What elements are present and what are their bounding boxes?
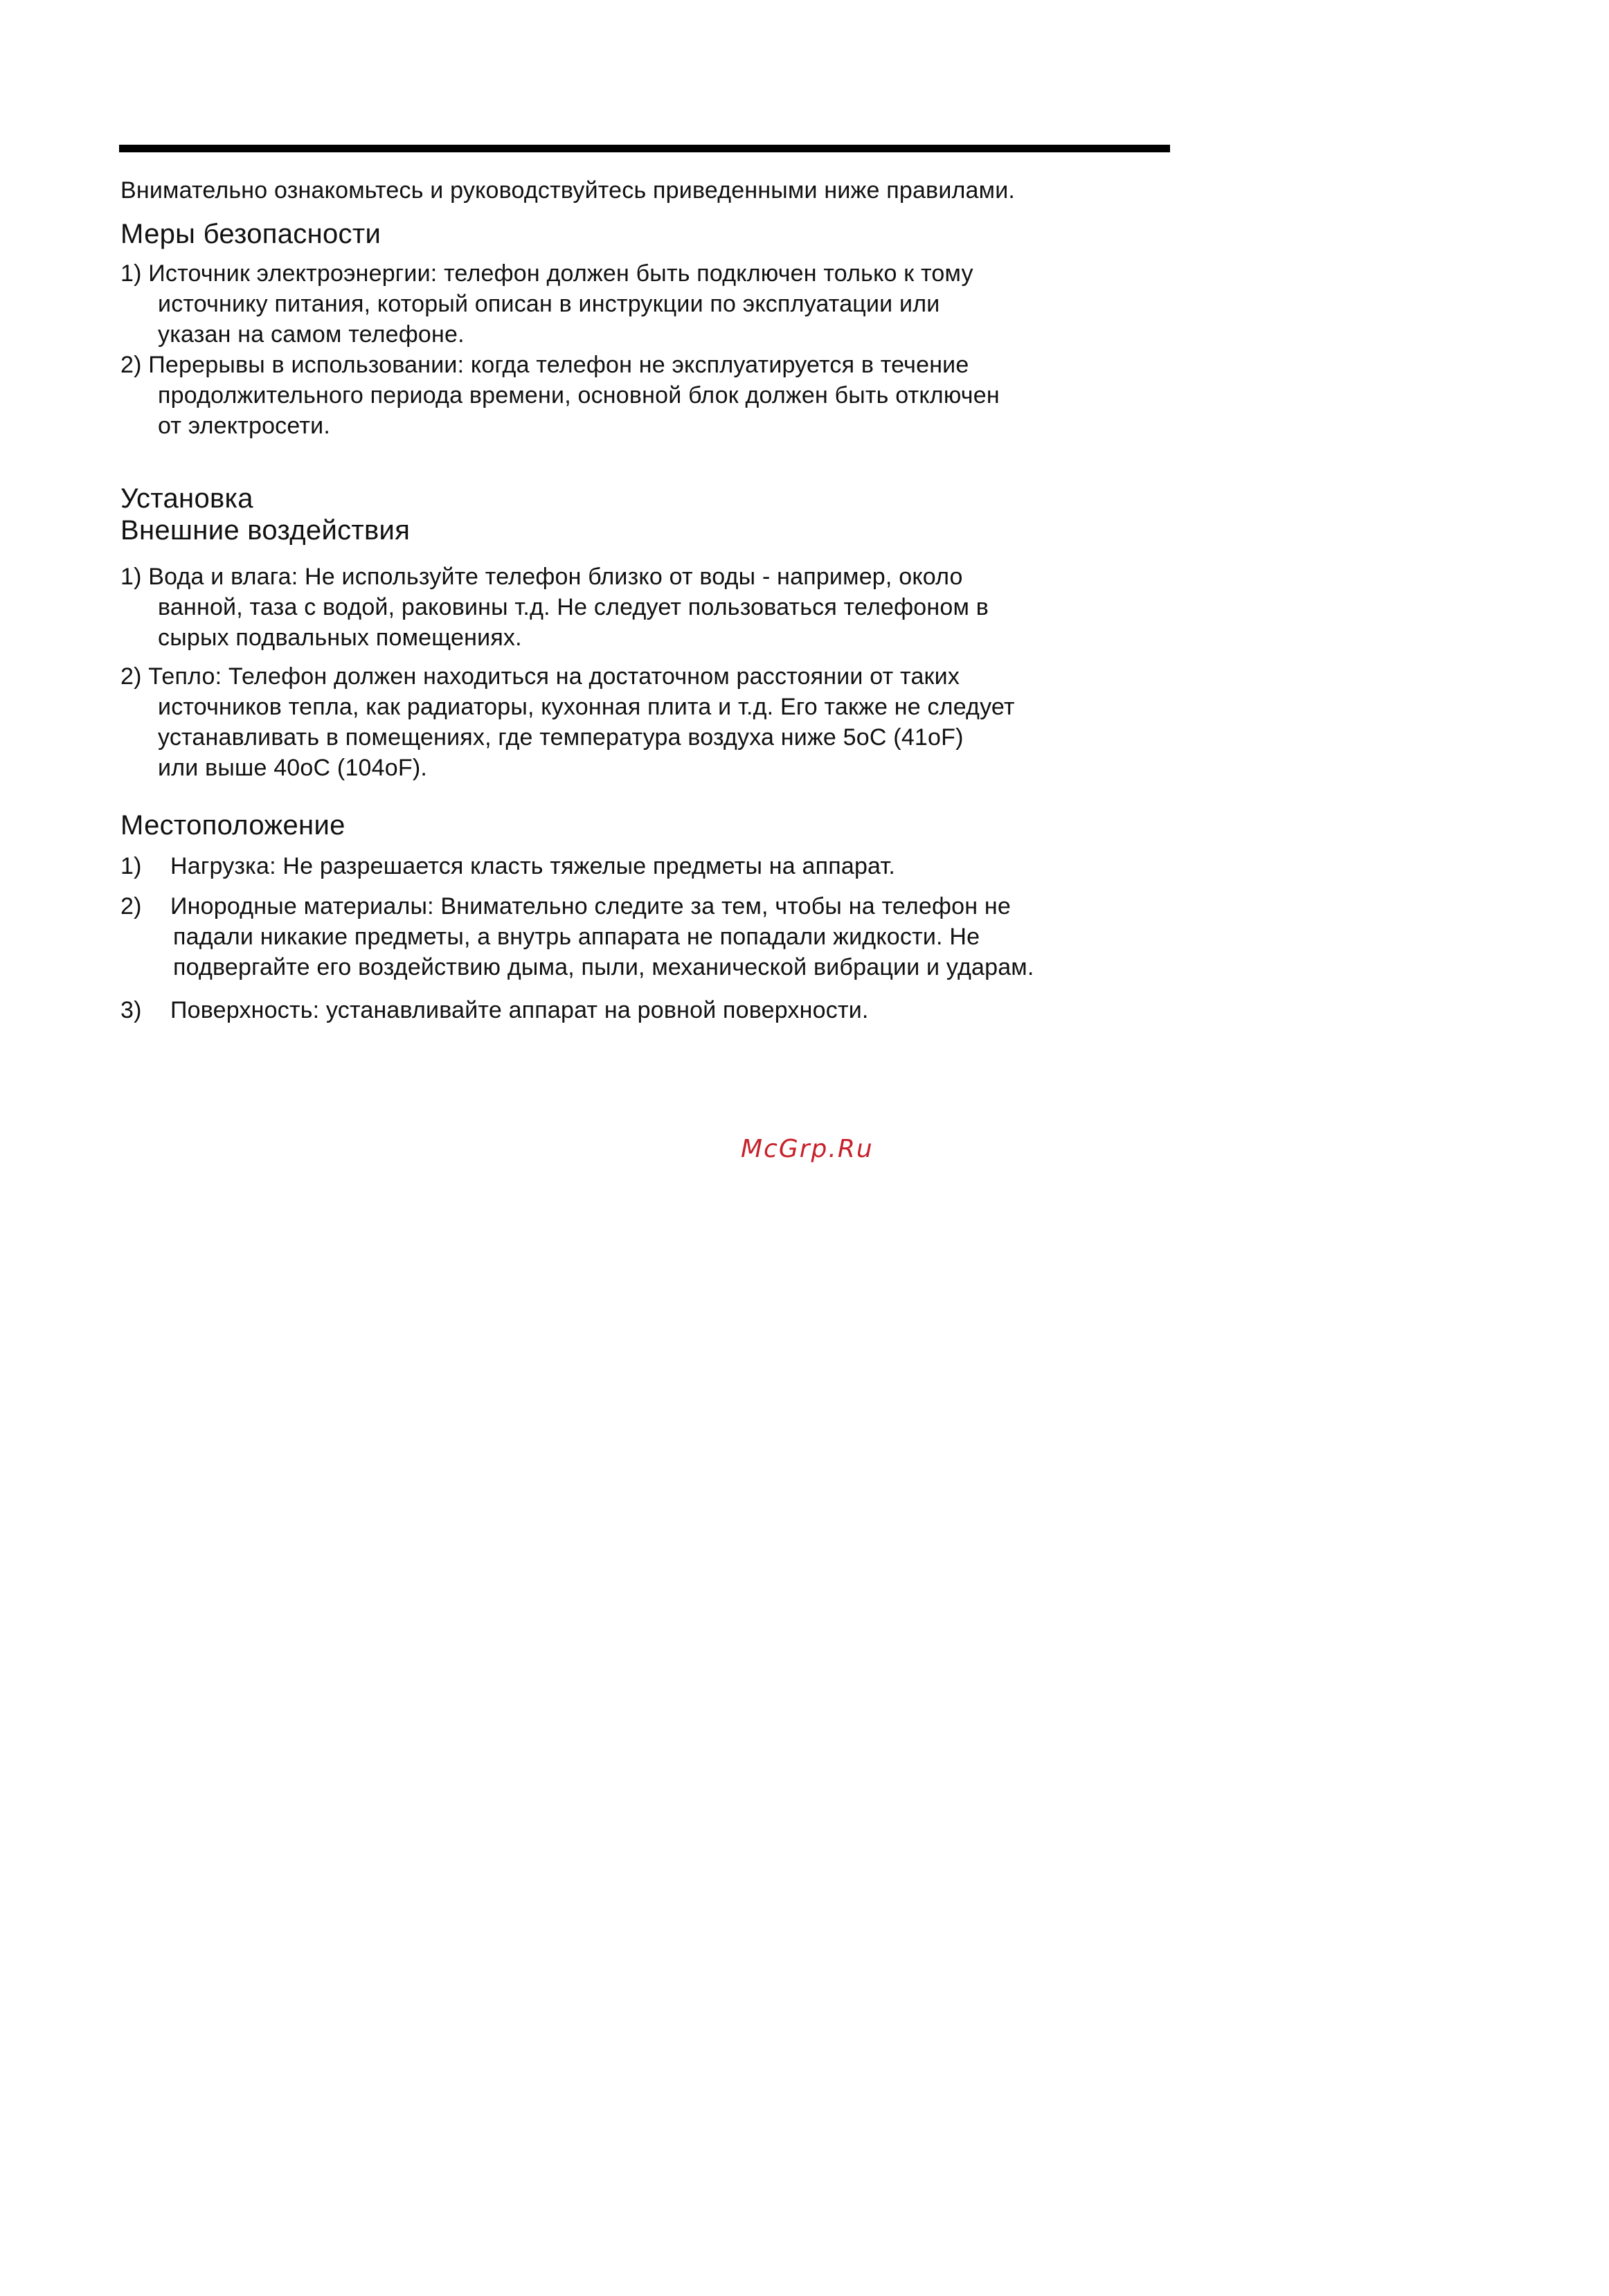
safety-item-1-line-3: указан на самом телефоне.: [158, 321, 465, 348]
safety-item-1-line-1: 1) Источник электроэнергии: телефон должен быть подключен только к тому: [120, 260, 973, 287]
location-item-3-line-1: Поверхность: устанавливайте аппарат на ровной поверхности.: [170, 997, 869, 1023]
top-rule: [119, 145, 1170, 152]
installation-item-2-line-1: 2) Тепло: Телефон должен находиться на достаточном расстоянии от таких: [120, 663, 960, 690]
installation-item-1-line-3: сырых подвальных помещениях.: [158, 625, 522, 651]
safety-item-2-line-2: продолжительного периода времени, основной блок должен быть отключен: [158, 382, 1000, 409]
watermark-logo: McGrp.Ru: [741, 1135, 874, 1163]
installation-item-2-line-2: источников тепла, как радиаторы, кухонная плита и т.д. Его также не следует: [158, 694, 1015, 720]
location-item-3-number: 3): [120, 997, 142, 1023]
location-item-2-number: 2): [120, 893, 142, 920]
safety-item-1-line-2: источнику питания, который описан в инструкции по эксплуатации или: [158, 291, 940, 317]
location-item-1-number: 1): [120, 853, 142, 879]
location-item-2-line-2: падали никакие предметы, а внутрь аппарата не попадали жидкости. Не: [173, 924, 980, 950]
installation-item-1-line-1: 1) Вода и влага: Не используйте телефон близко от воды - например, около: [120, 564, 963, 590]
location-item-1-line-1: Нагрузка: Не разрешается класть тяжелые предметы на аппарат.: [170, 853, 896, 879]
installation-item-2-line-3: устанавливать в помещениях, где температура воздуха ниже 5oC (41oF): [158, 724, 964, 751]
safety-item-2-line-1: 2) Перерывы в использовании: когда телефон не эксплуатируется в течение: [120, 352, 969, 378]
safety-heading: Меры безопасности: [120, 219, 381, 249]
installation-subheading: Внешние воздействия: [120, 515, 411, 546]
intro-text: Внимательно ознакомьтесь и руководствуйтесь приведенными ниже правилами.: [120, 177, 1016, 204]
installation-heading: Установка: [120, 483, 253, 514]
location-item-2-line-3: подвергайте его воздействию дыма, пыли, механической вибрации и ударам.: [173, 954, 1034, 980]
installation-item-2-line-4: или выше 40oC (104oF).: [158, 755, 428, 781]
safety-item-2-line-3: от электросети.: [158, 413, 330, 439]
location-heading: Местоположение: [120, 810, 345, 841]
location-item-2-line-1: Инородные материалы: Внимательно следите за тем, чтобы на телефон не: [170, 893, 1011, 920]
installation-item-1-line-2: ванной, таза с водой, раковины т.д. Не следует пользоваться телефоном в: [158, 594, 989, 620]
